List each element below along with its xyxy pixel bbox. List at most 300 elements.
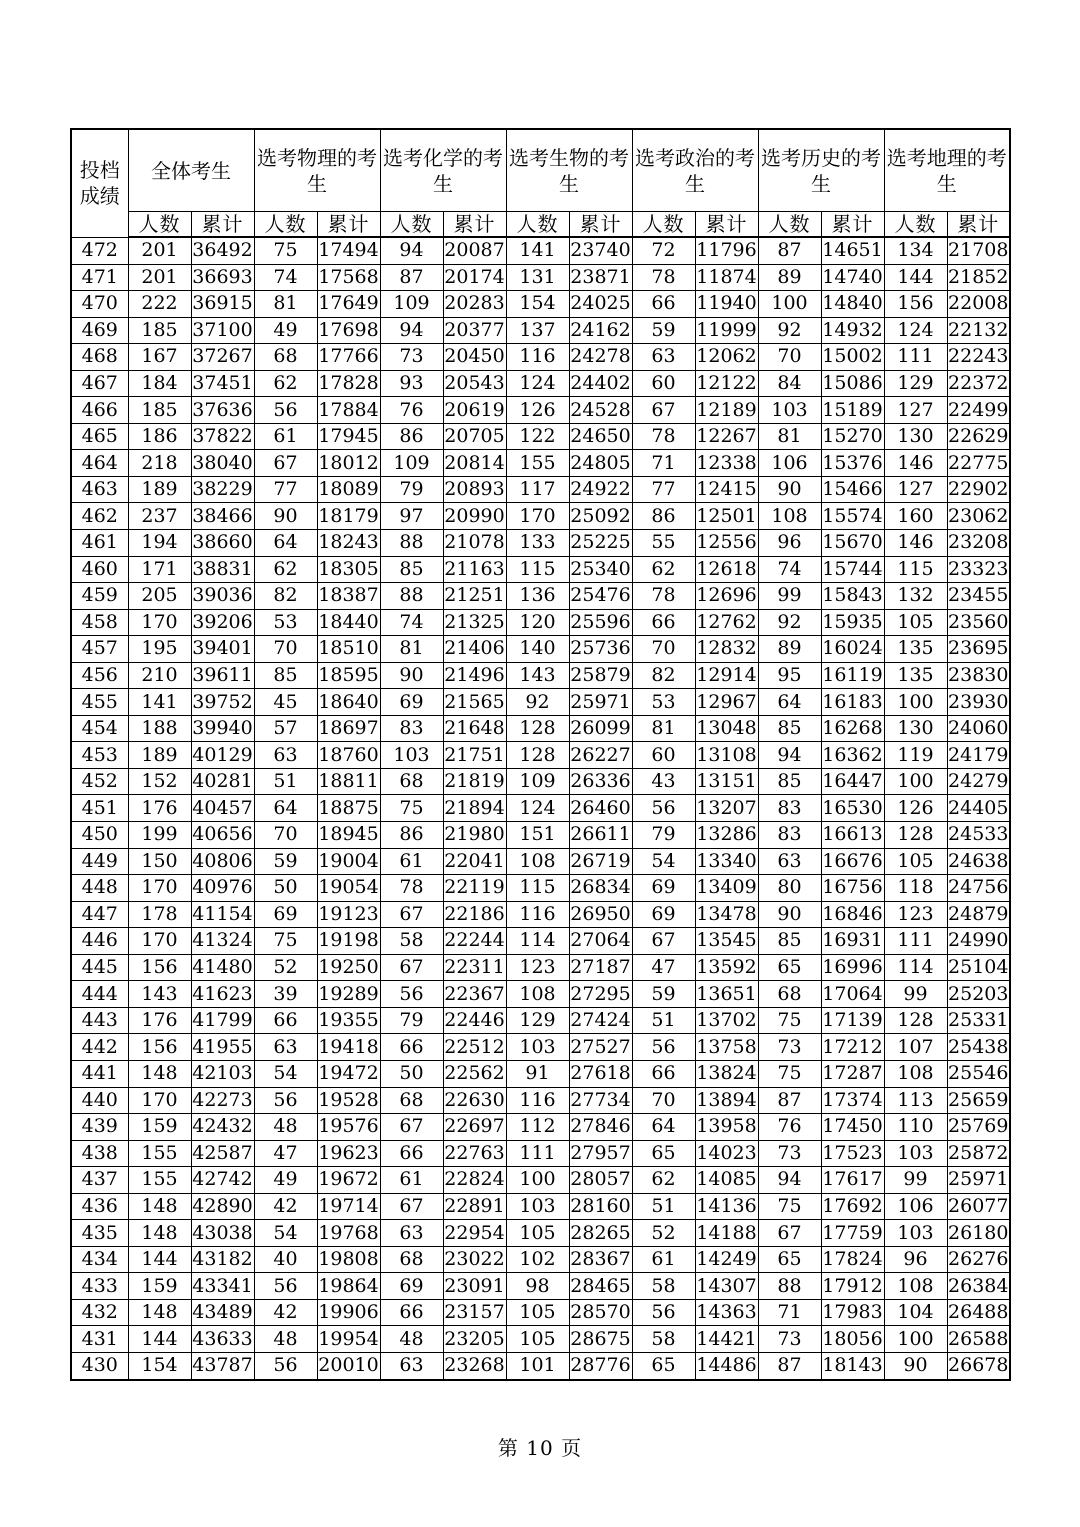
cumulative-subheader: 累计 bbox=[695, 212, 758, 238]
cumulative-cell: 22562 bbox=[443, 1060, 506, 1087]
cumulative-cell: 36693 bbox=[191, 264, 254, 291]
cumulative-cell: 12832 bbox=[695, 636, 758, 663]
cumulative-cell: 14740 bbox=[821, 264, 884, 291]
count-cell: 86 bbox=[380, 423, 443, 450]
cumulative-cell: 24405 bbox=[947, 795, 1010, 822]
score-cell: 434 bbox=[71, 1246, 128, 1273]
cumulative-cell: 22763 bbox=[443, 1140, 506, 1167]
table-row bbox=[71, 583, 1010, 610]
count-cell: 69 bbox=[380, 689, 443, 716]
table-row bbox=[71, 317, 1010, 344]
cumulative-cell: 12267 bbox=[695, 423, 758, 450]
cumulative-cell: 23208 bbox=[947, 530, 1010, 557]
cumulative-cell: 20543 bbox=[443, 370, 506, 397]
count-cell: 115 bbox=[506, 875, 569, 902]
count-cell: 67 bbox=[758, 1220, 821, 1247]
count-cell: 155 bbox=[128, 1167, 191, 1194]
cumulative-cell: 12501 bbox=[695, 503, 758, 530]
cumulative-cell: 13958 bbox=[695, 1114, 758, 1141]
cumulative-cell: 40976 bbox=[191, 875, 254, 902]
count-cell: 90 bbox=[758, 901, 821, 928]
cumulative-cell: 22041 bbox=[443, 848, 506, 875]
score-cell: 464 bbox=[71, 450, 128, 477]
table-row bbox=[71, 875, 1010, 902]
table-row bbox=[71, 1352, 1010, 1379]
count-cell: 58 bbox=[380, 928, 443, 955]
count-cell: 88 bbox=[758, 1273, 821, 1300]
group-header: 选考政治的考生 bbox=[632, 129, 758, 212]
count-cell: 73 bbox=[758, 1326, 821, 1353]
count-cell: 66 bbox=[380, 1140, 443, 1167]
cumulative-cell: 12618 bbox=[695, 556, 758, 583]
cumulative-cell: 26077 bbox=[947, 1193, 1010, 1220]
score-cell: 458 bbox=[71, 609, 128, 636]
cumulative-cell: 19528 bbox=[317, 1087, 380, 1114]
count-cell: 55 bbox=[632, 530, 695, 557]
cumulative-cell: 15843 bbox=[821, 583, 884, 610]
cumulative-cell: 17983 bbox=[821, 1299, 884, 1326]
count-cell: 62 bbox=[254, 370, 317, 397]
cumulative-cell: 18811 bbox=[317, 768, 380, 795]
cumulative-cell: 28465 bbox=[569, 1273, 632, 1300]
count-cell: 75 bbox=[758, 1007, 821, 1034]
count-cell: 94 bbox=[758, 742, 821, 769]
cumulative-cell: 23323 bbox=[947, 556, 1010, 583]
cumulative-cell: 16024 bbox=[821, 636, 884, 663]
count-cell: 151 bbox=[506, 822, 569, 849]
table-row bbox=[71, 609, 1010, 636]
table-body bbox=[71, 237, 1010, 1380]
count-cell: 108 bbox=[506, 848, 569, 875]
cumulative-cell: 13340 bbox=[695, 848, 758, 875]
count-cell: 195 bbox=[128, 636, 191, 663]
count-cell: 109 bbox=[380, 291, 443, 318]
count-cell: 185 bbox=[128, 397, 191, 424]
count-cell: 78 bbox=[380, 875, 443, 902]
count-cell: 101 bbox=[506, 1352, 569, 1379]
count-cell: 62 bbox=[254, 556, 317, 583]
count-cell: 110 bbox=[884, 1114, 947, 1141]
cumulative-cell: 41799 bbox=[191, 1007, 254, 1034]
count-cell: 130 bbox=[884, 715, 947, 742]
cumulative-cell: 16676 bbox=[821, 848, 884, 875]
cumulative-cell: 38831 bbox=[191, 556, 254, 583]
count-cell: 127 bbox=[884, 476, 947, 503]
cumulative-cell: 21565 bbox=[443, 689, 506, 716]
cumulative-cell: 20619 bbox=[443, 397, 506, 424]
cumulative-cell: 37636 bbox=[191, 397, 254, 424]
cumulative-cell: 21894 bbox=[443, 795, 506, 822]
cumulative-cell: 17374 bbox=[821, 1087, 884, 1114]
count-cell: 66 bbox=[380, 1299, 443, 1326]
table-row bbox=[71, 237, 1010, 264]
cumulative-cell: 43633 bbox=[191, 1326, 254, 1353]
count-cell: 118 bbox=[884, 875, 947, 902]
cumulative-cell: 19472 bbox=[317, 1060, 380, 1087]
count-cell: 54 bbox=[632, 848, 695, 875]
cumulative-cell: 13108 bbox=[695, 742, 758, 769]
cumulative-cell: 17912 bbox=[821, 1273, 884, 1300]
count-cell: 128 bbox=[884, 822, 947, 849]
count-cell: 148 bbox=[128, 1220, 191, 1247]
count-cell: 100 bbox=[758, 291, 821, 318]
cumulative-cell: 37451 bbox=[191, 370, 254, 397]
count-cell: 67 bbox=[254, 450, 317, 477]
count-cell: 96 bbox=[884, 1246, 947, 1273]
count-cell: 50 bbox=[254, 875, 317, 902]
count-cell: 127 bbox=[884, 397, 947, 424]
count-cell: 48 bbox=[254, 1114, 317, 1141]
count-cell: 119 bbox=[884, 742, 947, 769]
count-cell: 114 bbox=[884, 954, 947, 981]
count-cell: 85 bbox=[758, 715, 821, 742]
cumulative-cell: 20174 bbox=[443, 264, 506, 291]
cumulative-cell: 17692 bbox=[821, 1193, 884, 1220]
cumulative-cell: 23871 bbox=[569, 264, 632, 291]
cumulative-cell: 18243 bbox=[317, 530, 380, 557]
count-cell: 95 bbox=[758, 662, 821, 689]
count-cell: 106 bbox=[758, 450, 821, 477]
table-row bbox=[71, 689, 1010, 716]
count-cell: 75 bbox=[758, 1060, 821, 1087]
count-cell: 67 bbox=[380, 954, 443, 981]
cumulative-cell: 18697 bbox=[317, 715, 380, 742]
count-cell: 91 bbox=[506, 1060, 569, 1087]
count-cell: 42 bbox=[254, 1299, 317, 1326]
cumulative-cell: 25438 bbox=[947, 1034, 1010, 1061]
count-subheader: 人数 bbox=[884, 212, 947, 238]
count-cell: 87 bbox=[758, 237, 821, 264]
cumulative-cell: 14421 bbox=[695, 1326, 758, 1353]
count-cell: 105 bbox=[506, 1299, 569, 1326]
count-cell: 78 bbox=[632, 423, 695, 450]
cumulative-cell: 17759 bbox=[821, 1220, 884, 1247]
cumulative-cell: 24060 bbox=[947, 715, 1010, 742]
cumulative-cell: 26460 bbox=[569, 795, 632, 822]
count-cell: 115 bbox=[884, 556, 947, 583]
cumulative-subheader: 累计 bbox=[821, 212, 884, 238]
cumulative-cell: 19054 bbox=[317, 875, 380, 902]
score-cell: 459 bbox=[71, 583, 128, 610]
score-cell: 433 bbox=[71, 1273, 128, 1300]
cumulative-cell: 12914 bbox=[695, 662, 758, 689]
table-row bbox=[71, 662, 1010, 689]
count-cell: 143 bbox=[128, 981, 191, 1008]
score-cell: 451 bbox=[71, 795, 128, 822]
cumulative-subheader: 累计 bbox=[317, 212, 380, 238]
table-row bbox=[71, 954, 1010, 981]
cumulative-cell: 40656 bbox=[191, 822, 254, 849]
count-cell: 72 bbox=[632, 237, 695, 264]
count-cell: 45 bbox=[254, 689, 317, 716]
score-cell: 467 bbox=[71, 370, 128, 397]
cumulative-cell: 20283 bbox=[443, 291, 506, 318]
count-cell: 111 bbox=[506, 1140, 569, 1167]
cumulative-cell: 13592 bbox=[695, 954, 758, 981]
score-cell: 432 bbox=[71, 1299, 128, 1326]
score-cell: 457 bbox=[71, 636, 128, 663]
count-cell: 63 bbox=[254, 742, 317, 769]
cumulative-cell: 12062 bbox=[695, 344, 758, 371]
cumulative-cell: 22186 bbox=[443, 901, 506, 928]
table-row bbox=[71, 1167, 1010, 1194]
cumulative-cell: 16362 bbox=[821, 742, 884, 769]
cumulative-cell: 23930 bbox=[947, 689, 1010, 716]
count-cell: 78 bbox=[632, 264, 695, 291]
cumulative-cell: 23455 bbox=[947, 583, 1010, 610]
cumulative-cell: 39611 bbox=[191, 662, 254, 689]
cumulative-cell: 23560 bbox=[947, 609, 1010, 636]
cumulative-cell: 37267 bbox=[191, 344, 254, 371]
cumulative-cell: 14136 bbox=[695, 1193, 758, 1220]
cumulative-cell: 19672 bbox=[317, 1167, 380, 1194]
cumulative-cell: 20814 bbox=[443, 450, 506, 477]
count-cell: 201 bbox=[128, 264, 191, 291]
cumulative-cell: 13702 bbox=[695, 1007, 758, 1034]
cumulative-cell: 11940 bbox=[695, 291, 758, 318]
count-subheader: 人数 bbox=[758, 212, 821, 238]
cumulative-cell: 40806 bbox=[191, 848, 254, 875]
cumulative-cell: 22244 bbox=[443, 928, 506, 955]
count-cell: 131 bbox=[506, 264, 569, 291]
cumulative-cell: 12556 bbox=[695, 530, 758, 557]
count-cell: 74 bbox=[758, 556, 821, 583]
table-row bbox=[71, 742, 1010, 769]
count-cell: 86 bbox=[632, 503, 695, 530]
cumulative-cell: 38229 bbox=[191, 476, 254, 503]
cumulative-cell: 28776 bbox=[569, 1352, 632, 1379]
cumulative-cell: 43038 bbox=[191, 1220, 254, 1247]
count-cell: 107 bbox=[884, 1034, 947, 1061]
count-cell: 59 bbox=[254, 848, 317, 875]
count-cell: 178 bbox=[128, 901, 191, 928]
count-cell: 43 bbox=[632, 768, 695, 795]
count-cell: 51 bbox=[632, 1193, 695, 1220]
cumulative-cell: 12762 bbox=[695, 609, 758, 636]
cumulative-cell: 13048 bbox=[695, 715, 758, 742]
count-cell: 100 bbox=[884, 689, 947, 716]
count-cell: 141 bbox=[128, 689, 191, 716]
count-cell: 106 bbox=[884, 1193, 947, 1220]
cumulative-cell: 28057 bbox=[569, 1167, 632, 1194]
cumulative-cell: 20010 bbox=[317, 1352, 380, 1379]
count-cell: 140 bbox=[506, 636, 569, 663]
score-cell: 443 bbox=[71, 1007, 128, 1034]
cumulative-cell: 17212 bbox=[821, 1034, 884, 1061]
cumulative-cell: 18387 bbox=[317, 583, 380, 610]
count-cell: 124 bbox=[506, 795, 569, 822]
count-cell: 81 bbox=[380, 636, 443, 663]
cumulative-cell: 22902 bbox=[947, 476, 1010, 503]
cumulative-cell: 12415 bbox=[695, 476, 758, 503]
cumulative-cell: 14307 bbox=[695, 1273, 758, 1300]
cumulative-cell: 16996 bbox=[821, 954, 884, 981]
cumulative-cell: 12122 bbox=[695, 370, 758, 397]
cumulative-cell: 11999 bbox=[695, 317, 758, 344]
count-cell: 186 bbox=[128, 423, 191, 450]
score-cell: 461 bbox=[71, 530, 128, 557]
count-cell: 61 bbox=[380, 848, 443, 875]
table-row bbox=[71, 1326, 1010, 1353]
count-cell: 66 bbox=[254, 1007, 317, 1034]
count-cell: 114 bbox=[506, 928, 569, 955]
cumulative-cell: 39401 bbox=[191, 636, 254, 663]
score-cell: 438 bbox=[71, 1140, 128, 1167]
cumulative-cell: 38660 bbox=[191, 530, 254, 557]
count-cell: 97 bbox=[380, 503, 443, 530]
count-cell: 71 bbox=[632, 450, 695, 477]
score-cell: 435 bbox=[71, 1220, 128, 1247]
cumulative-cell: 24162 bbox=[569, 317, 632, 344]
count-cell: 70 bbox=[632, 1087, 695, 1114]
cumulative-cell: 15270 bbox=[821, 423, 884, 450]
cumulative-cell: 19004 bbox=[317, 848, 380, 875]
score-cell: 466 bbox=[71, 397, 128, 424]
count-cell: 188 bbox=[128, 715, 191, 742]
count-cell: 144 bbox=[128, 1326, 191, 1353]
table-row bbox=[71, 795, 1010, 822]
count-cell: 94 bbox=[380, 317, 443, 344]
cumulative-cell: 25331 bbox=[947, 1007, 1010, 1034]
table-row bbox=[71, 1299, 1010, 1326]
cumulative-cell: 22954 bbox=[443, 1220, 506, 1247]
count-cell: 105 bbox=[884, 848, 947, 875]
cumulative-cell: 22891 bbox=[443, 1193, 506, 1220]
cumulative-cell: 23268 bbox=[443, 1352, 506, 1379]
cumulative-cell: 27424 bbox=[569, 1007, 632, 1034]
count-cell: 81 bbox=[758, 423, 821, 450]
cumulative-cell: 13894 bbox=[695, 1087, 758, 1114]
count-cell: 170 bbox=[506, 503, 569, 530]
cumulative-cell: 22132 bbox=[947, 317, 1010, 344]
cumulative-cell: 15935 bbox=[821, 609, 884, 636]
cumulative-cell: 14363 bbox=[695, 1299, 758, 1326]
cumulative-cell: 25092 bbox=[569, 503, 632, 530]
count-cell: 87 bbox=[380, 264, 443, 291]
count-cell: 56 bbox=[254, 1273, 317, 1300]
cumulative-cell: 19198 bbox=[317, 928, 380, 955]
cumulative-cell: 18305 bbox=[317, 556, 380, 583]
count-cell: 68 bbox=[758, 981, 821, 1008]
cumulative-cell: 28675 bbox=[569, 1326, 632, 1353]
cumulative-cell: 36915 bbox=[191, 291, 254, 318]
count-cell: 122 bbox=[506, 423, 569, 450]
cumulative-cell: 26336 bbox=[569, 768, 632, 795]
count-cell: 56 bbox=[380, 981, 443, 1008]
count-cell: 49 bbox=[254, 1167, 317, 1194]
count-cell: 76 bbox=[380, 397, 443, 424]
cumulative-cell: 19808 bbox=[317, 1246, 380, 1273]
count-subheader: 人数 bbox=[380, 212, 443, 238]
count-cell: 70 bbox=[254, 636, 317, 663]
table-row bbox=[71, 822, 1010, 849]
cumulative-cell: 13409 bbox=[695, 875, 758, 902]
count-cell: 67 bbox=[380, 1114, 443, 1141]
cumulative-cell: 19714 bbox=[317, 1193, 380, 1220]
table-row bbox=[71, 1087, 1010, 1114]
count-cell: 104 bbox=[884, 1299, 947, 1326]
count-cell: 47 bbox=[632, 954, 695, 981]
cumulative-cell: 26678 bbox=[947, 1352, 1010, 1379]
cumulative-cell: 19864 bbox=[317, 1273, 380, 1300]
cumulative-cell: 17766 bbox=[317, 344, 380, 371]
count-subheader: 人数 bbox=[506, 212, 569, 238]
count-cell: 143 bbox=[506, 662, 569, 689]
count-cell: 82 bbox=[632, 662, 695, 689]
cumulative-cell: 22499 bbox=[947, 397, 1010, 424]
cumulative-cell: 16183 bbox=[821, 689, 884, 716]
cumulative-cell: 42273 bbox=[191, 1087, 254, 1114]
cumulative-cell: 19289 bbox=[317, 981, 380, 1008]
cumulative-cell: 24533 bbox=[947, 822, 1010, 849]
cumulative-cell: 19906 bbox=[317, 1299, 380, 1326]
cumulative-cell: 28367 bbox=[569, 1246, 632, 1273]
count-cell: 103 bbox=[884, 1140, 947, 1167]
count-cell: 128 bbox=[506, 742, 569, 769]
count-cell: 156 bbox=[128, 954, 191, 981]
cumulative-cell: 25769 bbox=[947, 1114, 1010, 1141]
count-cell: 89 bbox=[758, 264, 821, 291]
count-cell: 170 bbox=[128, 928, 191, 955]
cumulative-cell: 43489 bbox=[191, 1299, 254, 1326]
count-cell: 126 bbox=[884, 795, 947, 822]
count-cell: 194 bbox=[128, 530, 191, 557]
count-cell: 108 bbox=[884, 1273, 947, 1300]
count-cell: 52 bbox=[254, 954, 317, 981]
score-cell: 449 bbox=[71, 848, 128, 875]
cumulative-cell: 20893 bbox=[443, 476, 506, 503]
cumulative-cell: 18179 bbox=[317, 503, 380, 530]
count-cell: 64 bbox=[254, 795, 317, 822]
cumulative-cell: 22119 bbox=[443, 875, 506, 902]
table-row bbox=[71, 291, 1010, 318]
count-cell: 56 bbox=[254, 1352, 317, 1379]
count-cell: 150 bbox=[128, 848, 191, 875]
cumulative-cell: 26488 bbox=[947, 1299, 1010, 1326]
cumulative-cell: 41324 bbox=[191, 928, 254, 955]
cumulative-cell: 15086 bbox=[821, 370, 884, 397]
cumulative-cell: 41480 bbox=[191, 954, 254, 981]
cumulative-cell: 22372 bbox=[947, 370, 1010, 397]
count-cell: 156 bbox=[128, 1034, 191, 1061]
cumulative-cell: 26588 bbox=[947, 1326, 1010, 1353]
cumulative-cell: 39752 bbox=[191, 689, 254, 716]
count-cell: 56 bbox=[632, 1299, 695, 1326]
count-cell: 87 bbox=[758, 1087, 821, 1114]
count-cell: 96 bbox=[758, 530, 821, 557]
count-cell: 148 bbox=[128, 1193, 191, 1220]
count-cell: 84 bbox=[758, 370, 821, 397]
count-cell: 77 bbox=[632, 476, 695, 503]
count-cell: 60 bbox=[632, 742, 695, 769]
count-subheader: 人数 bbox=[254, 212, 317, 238]
cumulative-cell: 21078 bbox=[443, 530, 506, 557]
count-cell: 69 bbox=[254, 901, 317, 928]
cumulative-cell: 17064 bbox=[821, 981, 884, 1008]
table-row bbox=[71, 901, 1010, 928]
count-cell: 79 bbox=[380, 1007, 443, 1034]
cumulative-cell: 13286 bbox=[695, 822, 758, 849]
count-cell: 63 bbox=[254, 1034, 317, 1061]
count-cell: 39 bbox=[254, 981, 317, 1008]
count-cell: 124 bbox=[506, 370, 569, 397]
cumulative-cell: 26719 bbox=[569, 848, 632, 875]
count-cell: 81 bbox=[254, 291, 317, 318]
cumulative-cell: 39940 bbox=[191, 715, 254, 742]
cumulative-cell: 17698 bbox=[317, 317, 380, 344]
count-cell: 82 bbox=[254, 583, 317, 610]
table-row bbox=[71, 981, 1010, 1008]
